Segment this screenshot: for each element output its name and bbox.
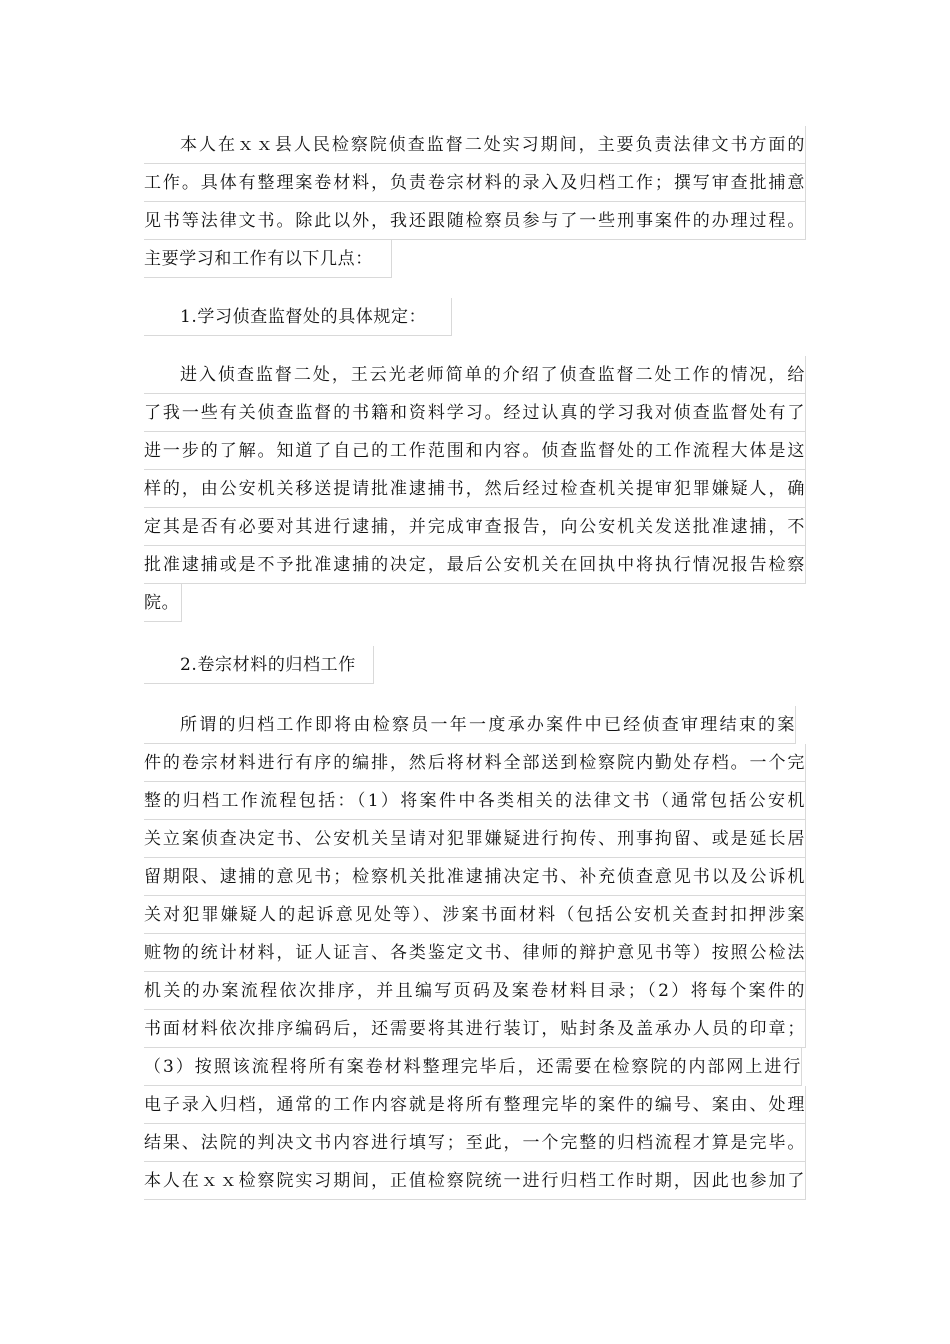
text-line: 赃物的统计材料，证人证言、各类鉴定文书、律师的辩护意见书等）按照公检法 xyxy=(144,934,806,972)
text-line: 进入侦查监督二处，王云光老师简单的介绍了侦查监督二处工作的情况，给 xyxy=(144,356,806,394)
text-line: 机关的办案流程依次排序，并且编写页码及案卷材料目录；（2）将每个案件的 xyxy=(144,972,806,1010)
text-line: 批准逮捕或是不予批准逮捕的决定，最后公安机关在回执中将执行情况报告检察 xyxy=(144,546,806,584)
text-line: 书面材料依次排序编码后，还需要将其进行装订，贴封条及盖承办人员的印章； xyxy=(144,1010,806,1048)
text-line: 所谓的归档工作即将由检察员一年一度承办案件中已经侦查审理结束的案 xyxy=(144,706,796,744)
text-line: 本人在ｘｘ县人民检察院侦查监督二处实习期间，主要负责法律文书方面的 xyxy=(144,126,806,164)
paragraph-section-2 xyxy=(144,706,806,1200)
text-line: 院。 xyxy=(144,584,182,622)
paragraph-section-1 xyxy=(144,356,806,626)
section-heading-2 xyxy=(144,646,374,688)
text-line: 关立案侦查决定书、公安机关呈请对犯罪嫌疑进行拘传、刑事拘留、或是延长居 xyxy=(144,820,806,858)
heading-text: 2.卷宗材料的归档工作 xyxy=(144,646,374,684)
text-line: 电子录入归档，通常的工作内容就是将所有整理完毕的案件的编号、案由、处理 xyxy=(144,1086,806,1124)
text-line: 本人在ｘｘ检察院实习期间，正值检察院统一进行归档工作时期，因此也参加了 xyxy=(144,1162,806,1200)
text-line: 件的卷宗材料进行有序的编排，然后将材料全部送到检察院内勤处存档。一个完 xyxy=(144,744,806,782)
heading-text: 1.学习侦查监督处的具体规定： xyxy=(144,298,452,336)
text-line: 结果、法院的判决文书内容进行填写；至此，一个完整的归档流程才算是完毕。 xyxy=(144,1124,806,1162)
text-line: 工作。具体有整理案卷材料，负责卷宗材料的录入及归档工作；撰写审查批捕意 xyxy=(144,164,806,202)
section-heading-1 xyxy=(144,298,452,340)
text-line: 了我一些有关侦查监督的书籍和资料学习。经过认真的学习我对侦查监督处有了 xyxy=(144,394,806,432)
text-line: 留期限、逮捕的意见书；检察机关批准逮捕决定书、补充侦查意见书以及公诉机 xyxy=(144,858,806,896)
text-line: 见书等法律文书。除此以外，我还跟随检察员参与了一些刑事案件的办理过程。 xyxy=(144,202,806,240)
text-line: 关对犯罪嫌疑人的起诉意见处等）、涉案书面材料（包括公安机关查封扣押涉案 xyxy=(144,896,806,934)
text-line: （3）按照该流程将所有案卷材料整理完毕后，还需要在检察院的内部网上进行 xyxy=(144,1048,802,1086)
text-line: 主要学习和工作有以下几点： xyxy=(144,240,392,278)
text-line: 定其是否有必要对其进行逮捕，并完成审查报告，向公安机关发送批准逮捕，不 xyxy=(144,508,806,546)
paragraph-intro xyxy=(144,126,806,282)
text-line: 进一步的了解。知道了自己的工作范围和内容。侦查监督处的工作流程大体是这 xyxy=(144,432,806,470)
text-line: 整的归档工作流程包括：（1）将案件中各类相关的法律文书（通常包括公安机 xyxy=(144,782,806,820)
text-line: 样的，由公安机关移送提请批准逮捕书，然后经过检查机关提审犯罪嫌疑人，确 xyxy=(144,470,806,508)
